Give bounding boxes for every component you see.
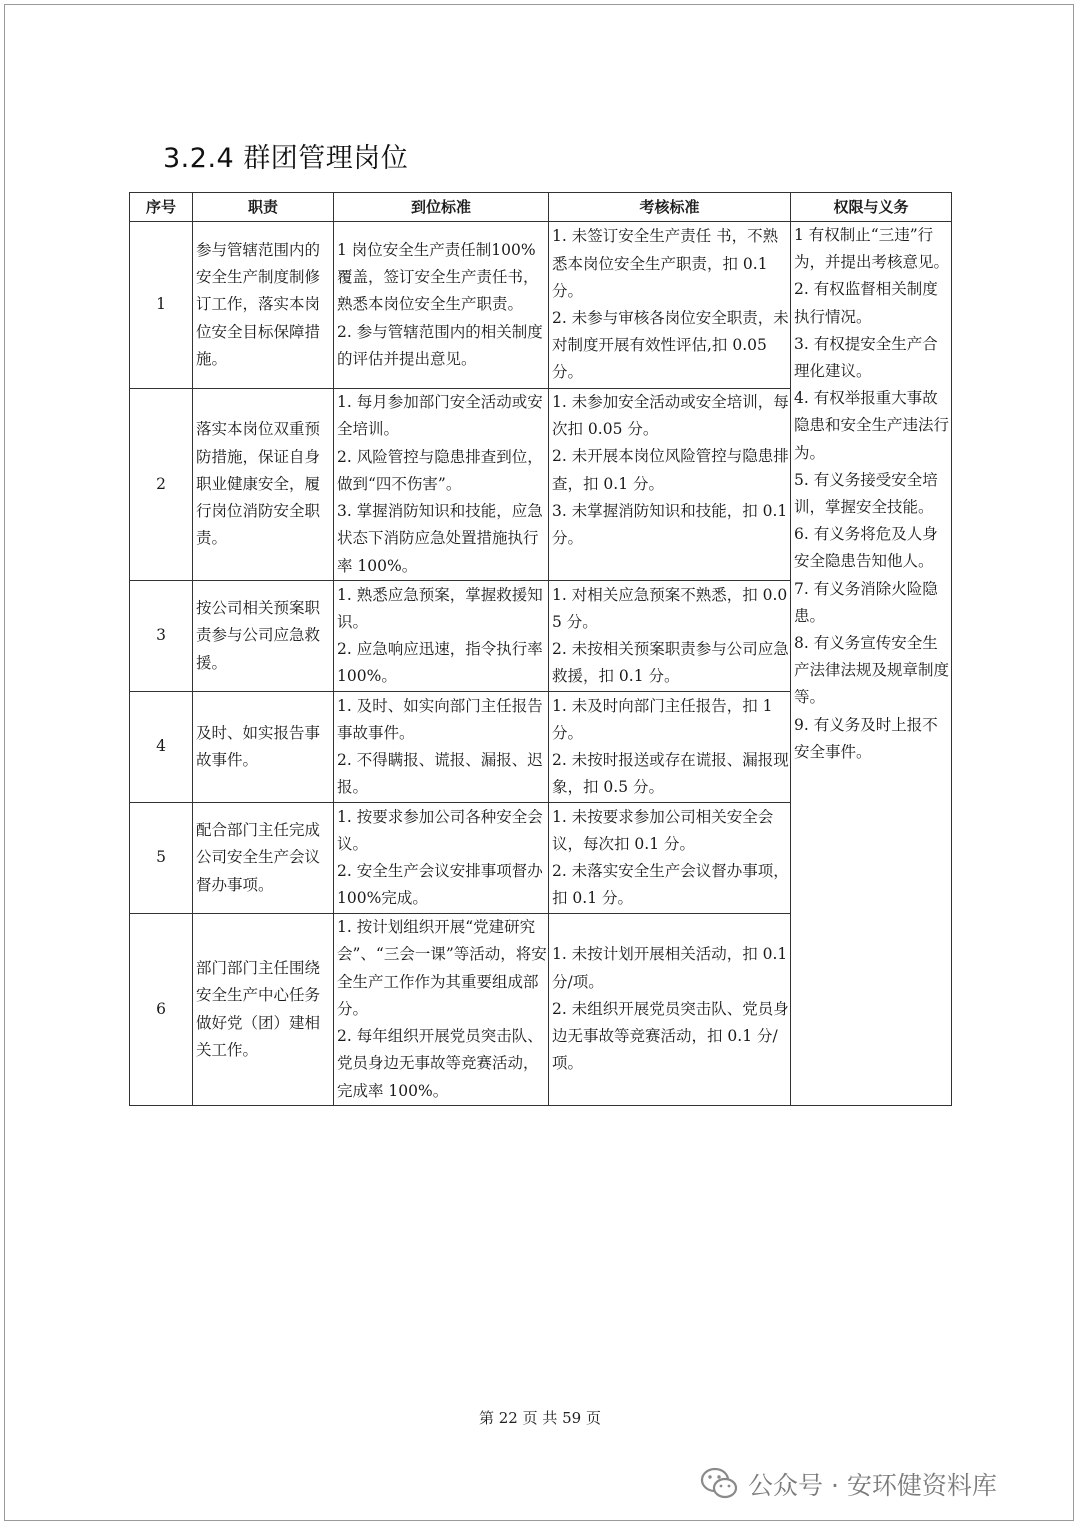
assessment-item: 1. 对相关应急预案不熟悉，扣 0.05 分。	[552, 585, 788, 631]
assessment-item: 2. 未开展本岗位风险管控与隐患排查，扣 0.1 分。	[552, 447, 789, 493]
standard-item: 1 岗位安全生产责任制100%覆盖，签订安全生产责任书，熟悉本岗位安全生产职责。	[337, 240, 539, 314]
table-header-row	[130, 193, 952, 222]
standard-item: 2. 不得瞒报、谎报、漏报、迟报。	[337, 751, 543, 797]
row-assessment	[549, 914, 791, 1106]
assessment-item: 2. 未按相关预案职责参与公司应急救援，扣 0.1 分。	[552, 640, 789, 686]
row-number: 2	[130, 389, 193, 581]
page-number-footer: 第 22 页 共 59 页	[478, 1409, 601, 1427]
assessment-item: 1. 未及时向部门主任报告，扣 1 分。	[552, 696, 773, 742]
rights-item: 1 有权制止“三违”行为，并提出考核意见。	[794, 226, 950, 272]
row-duty: 落实本岗位双重预防措施，保证自身职业健康安全，履行岗位消防安全职责。	[193, 389, 334, 581]
row-number: 4	[130, 692, 193, 803]
standard-item: 2. 应急响应迅速，指令执行率 100%。	[337, 640, 543, 686]
rights-item: 7. 有义务消除火险隐患。	[794, 579, 938, 625]
row-standard	[334, 389, 549, 581]
row-assessment	[549, 581, 791, 692]
row-number: 1	[130, 222, 193, 389]
standard-item: 1. 及时、如实向部门主任报告事故事件。	[337, 696, 543, 742]
assessment-item: 1. 未按要求参加公司相关安全会议，每次扣 0.1 分。	[552, 807, 774, 853]
header-assessment: 考核标准	[549, 193, 791, 222]
row-assessment	[549, 222, 791, 389]
assessment-item: 2. 未组织开展党员突击队、党员身边无事故等竞赛活动，扣 0.1 分/项。	[552, 999, 789, 1073]
rights-item: 3. 有权提安全生产合理化建议。	[794, 334, 938, 381]
standard-item: 2. 参与管辖范围内的相关制度的评估并提出意见。	[337, 322, 543, 368]
wechat-icon	[700, 1467, 738, 1501]
row-duty: 参与管辖范围内的安全生产制度制修订工作，落实本岗位安全目标保障措施。	[193, 222, 334, 389]
standard-item: 1. 每月参加部门安全活动或安全培训。	[337, 393, 543, 439]
assessment-item: 2. 未参与审核各岗位安全职责，未对制度开展有效性评估,扣 0.05 分。	[552, 309, 789, 382]
assessment-item: 2. 未落实安全生产会议督办事项，扣 0.1 分。	[552, 862, 789, 908]
standard-item: 1. 按计划组织开展“党建研究会”、“三会一课”等活动，将安全生产工作作为其重要组成部分。	[337, 918, 547, 1018]
row-standard	[334, 581, 549, 692]
header-no: 序号	[130, 193, 193, 222]
standard-item: 3. 掌握消防知识和技能，应急状态下消防应急处置措施执行率 100%。	[337, 502, 543, 575]
row-duty: 及时、如实报告事故事件。	[193, 692, 334, 803]
row-standard	[334, 222, 549, 389]
header-standard: 到位标准	[334, 193, 549, 222]
standard-item: 1. 熟悉应急预案，掌握救援知识。	[337, 585, 543, 631]
standard-item: 1. 按要求参加公司各种安全会议。	[337, 807, 543, 853]
rights-item: 9. 有义务及时上报不安全事件。	[794, 715, 938, 761]
section-title: 3.2.4 群团管理岗位	[163, 143, 409, 174]
assessment-item: 1. 未签订安全生产责任 书，不熟悉本岗位安全生产职责，扣 0.1 分。	[552, 227, 779, 300]
header-rights: 权限与义务	[791, 193, 952, 222]
watermark	[700, 1465, 997, 1503]
rights-item: 8. 有义务宣传安全生产法律法规及规章制度等。	[794, 634, 950, 707]
rights-item: 5. 有义务接受安全培训，掌握安全技能。	[794, 470, 938, 517]
row-number: 5	[130, 803, 193, 914]
row-assessment	[549, 803, 791, 914]
table-row	[130, 222, 952, 389]
header-duty: 职责	[193, 193, 334, 222]
standard-item: 2. 每年组织开展党员突击队、党员身边无事故等竞赛活动，完成率 100%。	[337, 1027, 543, 1100]
rights-item: 2. 有权监督相关制度执行情况。	[794, 280, 938, 326]
standard-item: 2. 安全生产会议安排事项督办 100%完成。	[337, 862, 543, 908]
row-number: 6	[130, 914, 193, 1106]
assessment-item: 3. 未掌握消防知识和技能，扣 0.1 分。	[552, 501, 788, 548]
row-number: 3	[130, 581, 193, 692]
row-standard	[334, 803, 549, 914]
row-duty: 配合部门主任完成公司安全生产会议督办事项。	[193, 803, 334, 914]
standard-item: 2. 风险管控与隐患排查到位，做到“四不伤害”。	[337, 447, 543, 493]
row-standard	[334, 692, 549, 803]
rights-cell	[791, 222, 952, 1106]
row-assessment	[549, 389, 791, 581]
row-standard	[334, 914, 549, 1106]
row-duty: 按公司相关预案职责参与公司应急救援。	[193, 581, 334, 692]
assessment-item: 1. 未参加安全活动或安全培训，每次扣 0.05 分。	[552, 393, 789, 439]
row-duty: 部门部门主任围绕安全生产中心任务做好党（团）建相关工作。	[193, 914, 334, 1106]
rights-item: 6. 有义务将危及人身安全隐患告知他人。	[794, 525, 938, 571]
assessment-item: 1. 未按计划开展相关活动，扣 0.1 分/项。	[552, 945, 788, 991]
assessment-item: 2. 未按时报送或存在谎报、漏报现象，扣 0.5 分。	[552, 751, 789, 797]
duty-table	[129, 192, 952, 1106]
watermark-text: 公众号 · 安环健资料库	[748, 1471, 997, 1500]
row-assessment	[549, 692, 791, 803]
rights-item: 4. 有权举报重大事故隐患和安全生产违法行为。	[794, 389, 950, 462]
